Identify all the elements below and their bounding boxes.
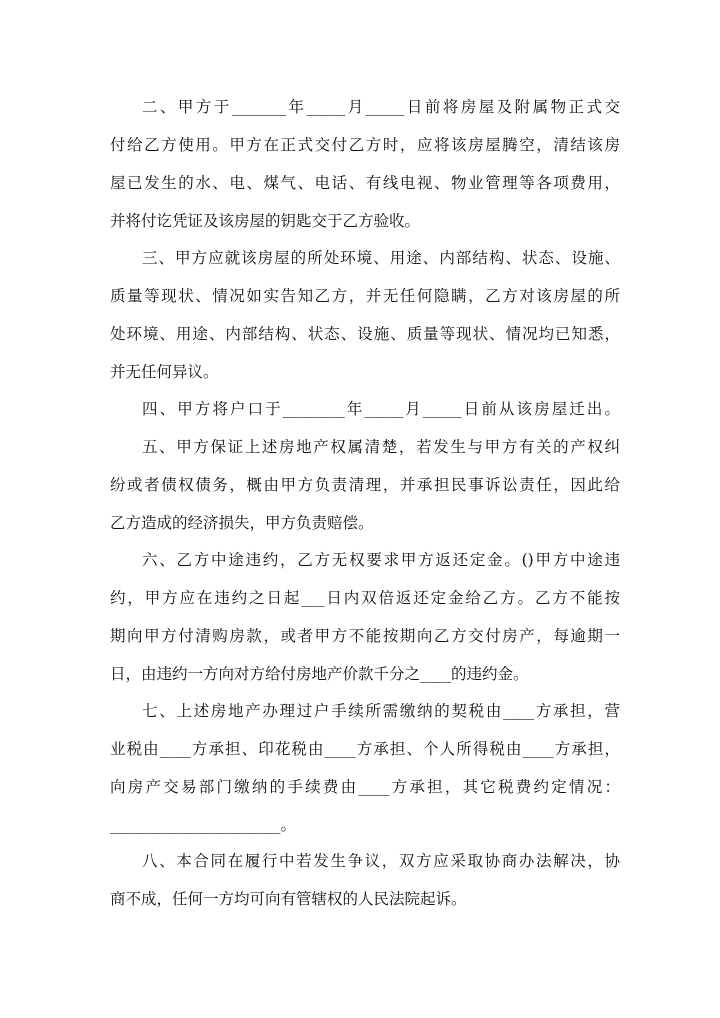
- clause-3-line-4: 并无任何异议。: [110, 363, 219, 381]
- clause-2-line-2: 付给乙方使用。甲方在正式交付乙方时，应将该房屋腾空，清结该房: [110, 136, 620, 154]
- clause-6-line-2: 约，甲方应在违约之日起___日内双倍返还定金给乙方。乙方不能按: [110, 589, 620, 607]
- clause-4-line-1: 四、甲方将户口于________年_____月_____日前从该房屋迁出。: [142, 400, 620, 418]
- clause-7-line-1: 七、上述房地产办理过户手续所需缴纳的契税由____方承担，营: [142, 702, 620, 720]
- clause-3-line-3: 处环境、用途、内部结构、状态、设施、质量等现状、情况均已知悉，: [110, 325, 620, 343]
- clause-8-line-2: 商不成，任何一方均可向有管辖权的人民法院起诉。: [110, 890, 467, 908]
- clause-5-line-1: 五、甲方保证上述房地产权属清楚，若发生与甲方有关的产权纠: [142, 438, 620, 456]
- clause-6-line-4: 日，由违约一方向对方给付房地产价款千分之____的违约金。: [110, 665, 529, 683]
- clause-2-line-3: 屋已发生的水、电、煤气、电话、有线电视、物业管理等各项费用，: [110, 174, 620, 192]
- clause-6-line-3: 期向甲方付清购房款，或者甲方不能按期向乙方交付房产，每逾期一: [110, 627, 620, 645]
- clause-7-line-4: ______________________。: [110, 816, 297, 834]
- clause-6-line-1: 六、乙方中途违约，乙方无权要求甲方返还定金。()甲方中途违: [142, 551, 620, 569]
- clause-2-line-1: 二、甲方于_______年_____月_____日前将房屋及附属物正式交: [142, 98, 620, 116]
- clause-5-line-3: 乙方造成的经济损失，甲方负责赔偿。: [110, 514, 374, 532]
- clause-7-line-3: 向房产交易部门缴纳的手续费由____方承担，其它税费约定情况：: [110, 778, 620, 796]
- clause-8-line-1: 八、本合同在履行中若发生争议，双方应采取协商办法解决，协: [142, 852, 620, 870]
- clause-3-line-1: 三、甲方应就该房屋的所处环境、用途、内部结构、状态、设施、: [142, 249, 620, 267]
- clause-3-line-2: 质量等现状、情况如实告知乙方，并无任何隐瞒，乙方对该房屋的所: [110, 287, 620, 305]
- clause-5-line-2: 纷或者债权债务，概由甲方负责清理，并承担民事诉讼责任，因此给: [110, 476, 620, 494]
- clause-7-line-2: 业税由____方承担、印花税由____方承担、个人所得税由____方承担，: [110, 740, 620, 758]
- clause-2-line-4: 并将付讫凭证及该房屋的钥匙交于乙方验收。: [110, 212, 421, 230]
